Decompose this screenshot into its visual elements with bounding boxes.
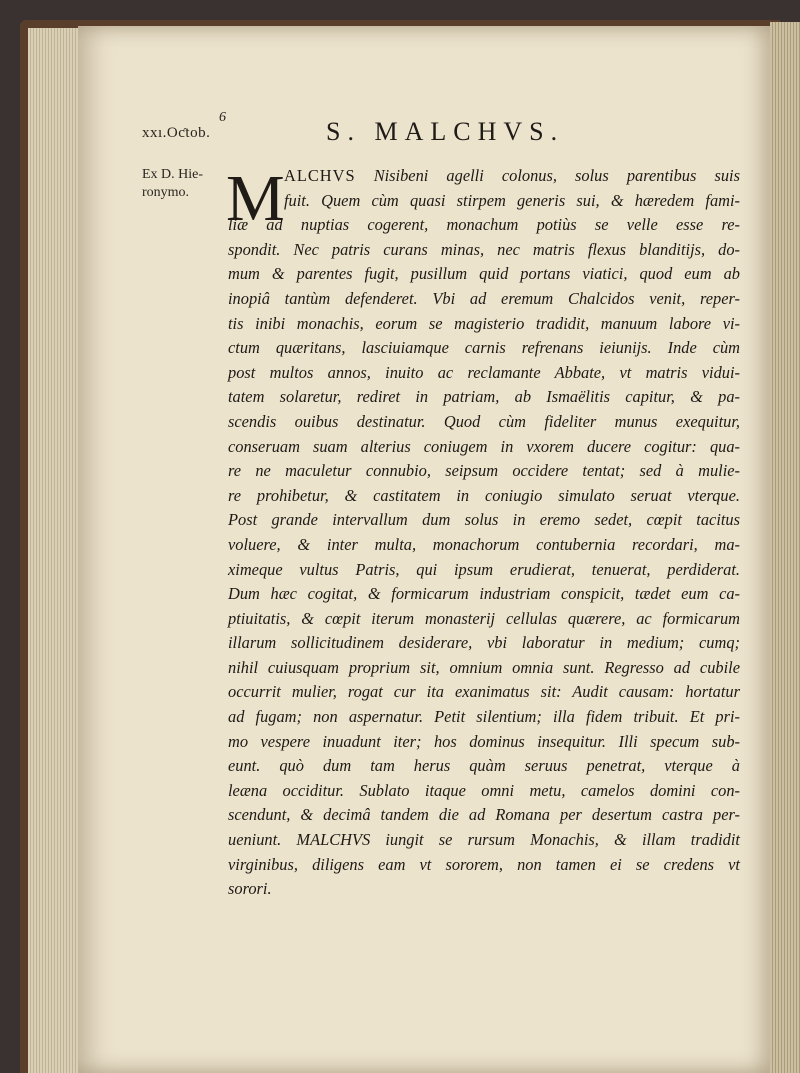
- text-line-24: mo vespere inuadunt iter; hos dominus insequitur. Illi specum sub-: [228, 731, 740, 751]
- text-line-1: [228, 164, 740, 189]
- text-line-5: mum & parentes fugit, pusillum quid portans viatici, quod eum ab: [228, 264, 740, 284]
- body-text: [228, 164, 740, 902]
- text-line-23: ad fugam; non aspernatur. Petit silentium; illa fidem tribuit. Et pri-: [228, 707, 740, 727]
- margin-date: xxı.Oƈtob.: [142, 125, 211, 141]
- text-line-7: tis inibi monachis, eorum se magisterio tradidit, manuum labore vi-: [228, 313, 740, 333]
- text-line-22: occurrit mulier, rogat cur ita exanimatus sit: Audit causam: hortatur: [228, 682, 740, 702]
- text-line-3: liæ ad nuptias cogerent, monachum potiùs se velle esse re-: [228, 215, 740, 235]
- drop-cap: M: [226, 162, 285, 235]
- text-line-6: inopiâ tantùm defenderet. Vbi ad eremum Chalcidos venit, reper-: [228, 288, 740, 308]
- text-line-11: scendis ouibus destinatur. Quod cùm fideliter munus exequitur,: [228, 411, 740, 431]
- text-line-2: fuit. Quem cùm quasi stirpem generis sui, & hæredem fami-: [284, 190, 740, 210]
- text-line-9: post multos annos, inuito ac reclamante Abbate, vt matris vidui-: [228, 362, 740, 382]
- text-line-25: eunt. quò dum tam herus quàm seruus penetrat, vterque à: [228, 756, 740, 776]
- text-line-10: tatem solaretur, rediret in patriam, ab Ismaëlitis capitur, & pa-: [228, 387, 740, 407]
- text-line-29: virginibus, diligens eam vt sororem, non tamen ei se credens vt: [228, 854, 740, 874]
- text-line-15: Post grande intervallum dum solus in eremo sedet, cœpit tacitus: [228, 510, 740, 530]
- text-line-8: ctum quæritans, lasciuiamque carnis refrenans ieiunijs. Inde cùm: [228, 338, 740, 358]
- lead-word: ALCHVS: [284, 166, 356, 185]
- text-line-14: re prohibetur, & castitatem in coniugio simulato seruat vterque.: [228, 485, 740, 505]
- page-number: 6: [219, 110, 226, 125]
- text-line-17: ximeque vultus Patris, qui ipsum erudierat, tenuerat, perdiderat.: [228, 559, 740, 579]
- text-line-20: illarum sollicitudinem desiderare, vbi laboratur in medium; cumq;: [228, 633, 740, 653]
- text-line-19: ptiuitatis, & cœpit iterum monasterij cellulas quærere, ac formicarum: [228, 608, 740, 628]
- text-line-26: leæna occiditur. Sublato itaque omni metu, camelos domini con-: [228, 780, 740, 800]
- text-line-21: nihil cuiusquam proprium sit, omnium omnia sunt. Regresso ad cubile: [228, 657, 740, 677]
- margin-note: Ex D. Hie- ronymo.: [142, 167, 204, 200]
- text-line-18: Dum hæc cogitat, & formicarum industriam conspicit, tædet eum ca-: [228, 584, 740, 604]
- text-line-28: ueniunt. MALCHVS iungit se rursum Monachis, & illam tradidit: [228, 830, 740, 850]
- page-edges-right: [770, 22, 800, 1073]
- line-1-rest: Nisibeni agelli colonus, solus parentibus suis: [373, 166, 740, 185]
- text-line-16: voluere, & inter multa, monachorum contubernia recordari, ma-: [228, 534, 740, 554]
- running-title: S. MALCHVS.: [326, 117, 565, 146]
- text-line-27: scendunt, & decimâ tandem die ad Romana per desertum castra per-: [228, 805, 740, 825]
- text-line-13: re ne maculetur connubio, seipsum occidere tentat; sed à mulie-: [228, 461, 740, 481]
- text-line-30: sorori.: [228, 879, 272, 899]
- text-line-12: conseruam suam alterius coniugem in vxorem ducere cogitur: qua-: [228, 436, 740, 456]
- text-line-4: spondit. Nec patris curans minas, nec matris flexus blanditijs, do-: [228, 239, 740, 259]
